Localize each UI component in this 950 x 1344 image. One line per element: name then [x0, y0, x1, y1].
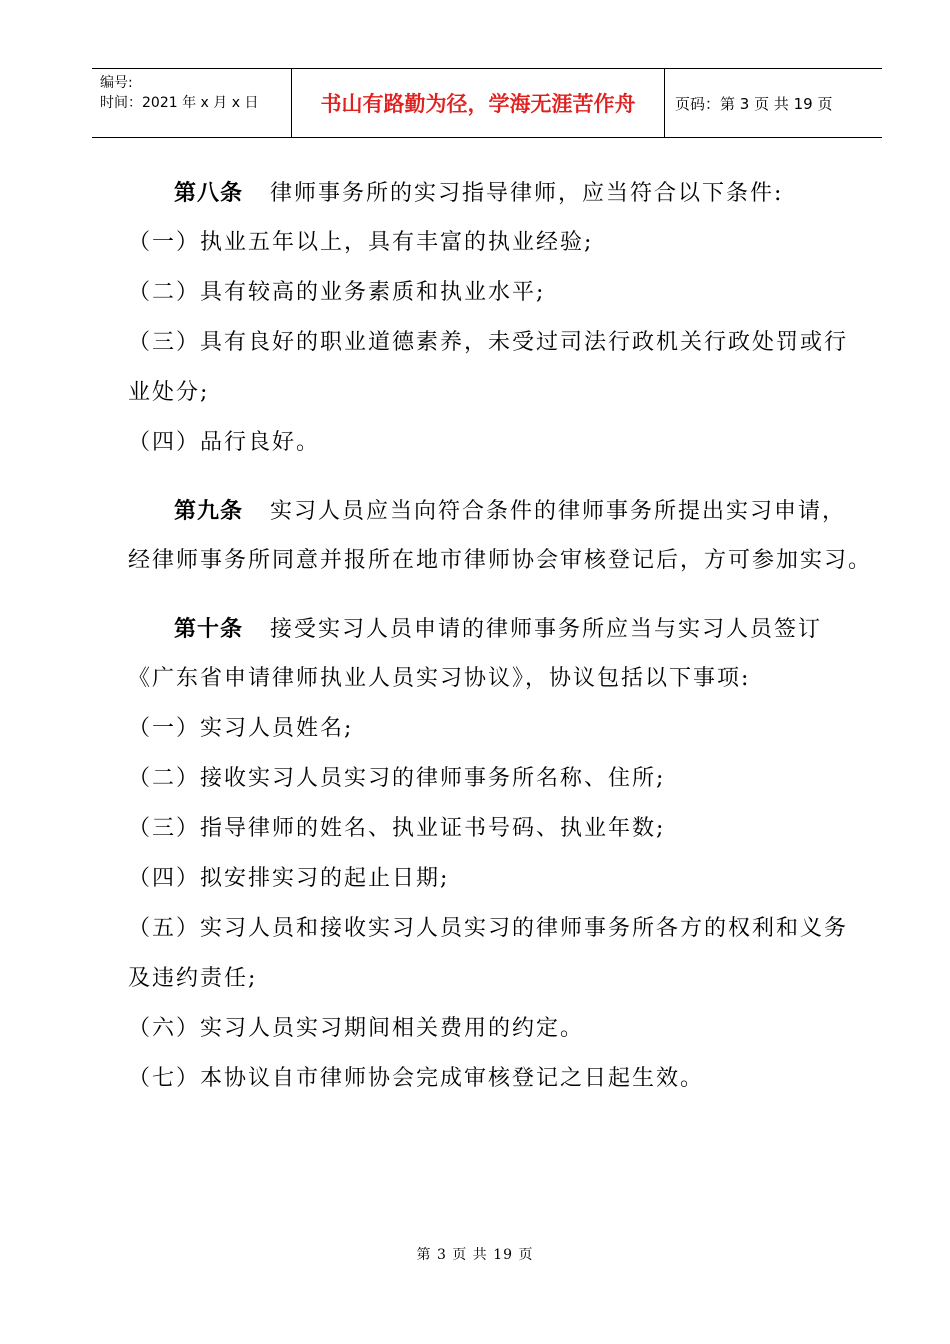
document-body: [128, 168, 873, 1104]
time-label: 时间：2021 年 x 月 x 日: [100, 95, 259, 111]
article-9-text-continued: 经律师事务所同意并报所在地市律师协会审核登记后，方可参加实习。: [128, 548, 873, 573]
article-8-item: （四）品行良好。: [128, 430, 321, 455]
article-8-item-continued: 业处分;: [128, 380, 210, 405]
header-motto: 书山有路勤为径，学海无涯苦作舟: [292, 69, 665, 137]
header-page-info: 页码：第 3 页 共 19 页: [675, 94, 833, 113]
article-10-text: 接受实习人员申请的律师事务所应当与实习人员签订: [270, 617, 823, 642]
article-10-title: 第十条: [174, 616, 244, 642]
article-10-item: （二）接收实习人员实习的律师事务所名称、住所;: [128, 766, 666, 791]
paragraph-gap: [128, 586, 858, 604]
article-9-heading: [128, 486, 858, 536]
article-10-item: （五）实习人员和接收实习人员实习的律师事务所各方的权利和义务: [128, 916, 849, 941]
article-10-heading: [128, 604, 858, 654]
article-8-item: （二）具有较高的业务素质和执业水平;: [128, 280, 546, 305]
article-9-text: 实习人员应当向符合条件的律师事务所提出实习申请，: [270, 499, 847, 524]
article-10-item-continued: 及违约责任;: [128, 966, 258, 991]
page-footer: 第 3 页 共 19 页: [416, 1247, 534, 1263]
article-8-item: （三）具有良好的职业道德素养，未受过司法行政机关行政处罚或行: [128, 330, 849, 355]
paragraph-gap: [128, 468, 858, 486]
article-10-item: （六）实习人员实习期间相关费用的约定。: [128, 1016, 585, 1041]
page-header: [92, 68, 882, 138]
header-meta: [92, 69, 292, 137]
article-8-text: 律师事务所的实习指导律师，应当符合以下条件:: [270, 181, 784, 206]
article-10-item: （七）本协议自市律师协会完成审核登记之日起生效。: [128, 1066, 705, 1091]
article-10-item: （四）拟安排实习的起止日期;: [128, 866, 450, 891]
article-9-title: 第九条: [174, 498, 244, 524]
id-label: 编号:: [100, 75, 133, 91]
article-8-title: 第八条: [174, 180, 244, 206]
article-10-item: （一）实习人员姓名;: [128, 716, 354, 741]
article-10-text-continued: 《广东省申请律师执业人员实习协议》，协议包括以下事项:: [128, 666, 751, 691]
article-8-heading: [128, 168, 858, 218]
article-10-item: （三）指导律师的姓名、执业证书号码、执业年数;: [128, 816, 666, 841]
article-8-item: （一）执业五年以上，具有丰富的执业经验;: [128, 230, 594, 255]
